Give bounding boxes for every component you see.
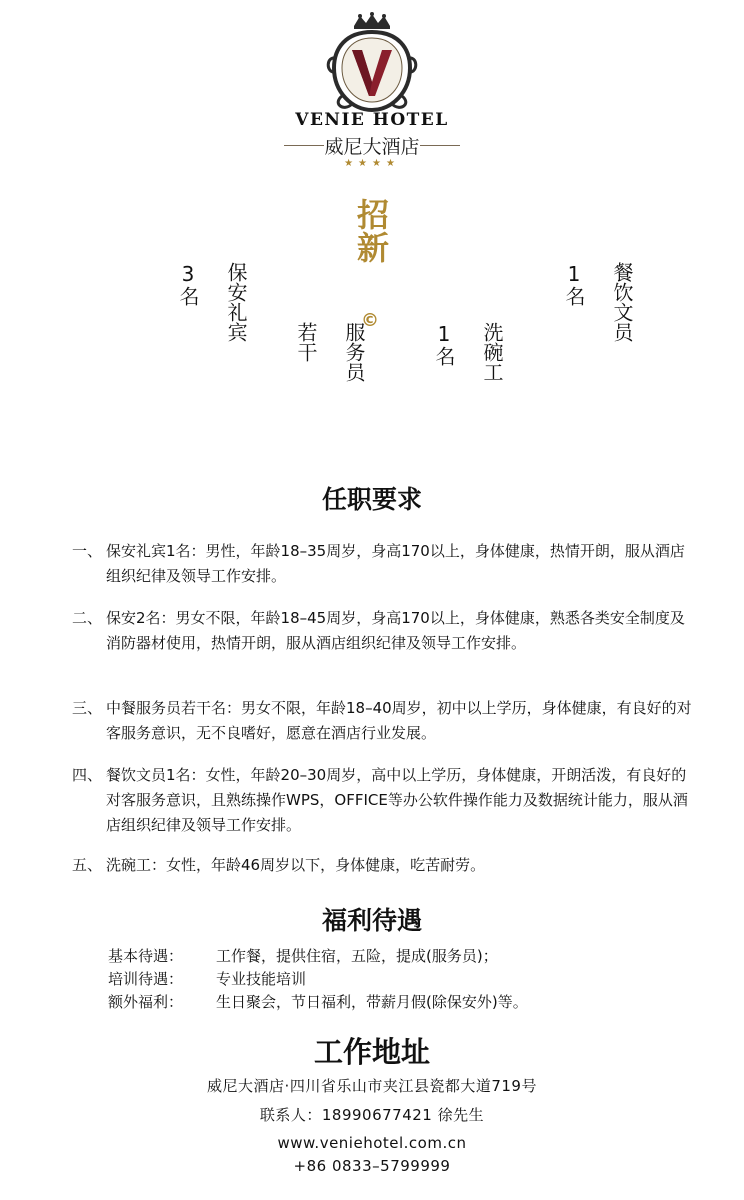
ornate-frame	[328, 32, 416, 110]
brand-name-en: VENIE HOTEL	[295, 110, 449, 130]
position-dishwasher: 洗碗工 1名	[432, 322, 504, 382]
phone-number[interactable]: +86 0833–5799999	[293, 1157, 451, 1175]
benefit-label: 培训待遇：	[108, 970, 184, 988]
hotel-logo-emblem	[322, 12, 422, 116]
requirement-number: 三、	[72, 699, 103, 717]
requirement-text: 餐饮文员1名：女性，年龄20–30周岁，高中以上学历，身体健康，开朗活泼，有良好的对客服务意识，且熟练操作WPS，OFFICE等办公软件操作能力及数据统计能力，服从酒店组织纪律及领导工作安排。	[106, 766, 688, 834]
requirement-text: 保安2名：男女不限，年龄18–45周岁，身高170以上，身体健康，熟悉各类安全制度及消防器材使用，热情开朗，服从酒店组织纪律及领导工作安排。	[106, 609, 685, 652]
requirement-item	[72, 696, 692, 746]
address-location: 威尼大酒店·四川省乐山市夹江县瓷都大道719号	[207, 1077, 537, 1095]
benefits-title: 福利待遇	[321, 906, 422, 935]
requirement-number: 五、	[72, 856, 103, 874]
star-rating: ★★★★	[344, 158, 400, 169]
recruitment-headline: 招新	[352, 198, 390, 264]
address-title: 工作地址	[313, 1035, 430, 1069]
brand-name-cn: 威尼大酒店	[324, 136, 420, 158]
benefit-label: 额外福利：	[108, 993, 184, 1011]
requirement-item	[72, 539, 692, 589]
requirement-number: 一、	[72, 542, 103, 560]
benefit-value: 专业技能培训	[216, 970, 307, 988]
benefit-label: 基本待遇：	[108, 947, 184, 965]
benefit-value: 工作餐，提供住宿，五险，提成(服务员)；	[216, 947, 498, 965]
requirement-text: 中餐服务员若干名：男女不限，年龄18–40周岁，初中以上学历，身体健康，有良好的对客服务意识，无不良嗜好，愿意在酒店行业发展。	[106, 699, 692, 742]
requirement-text: 洗碗工：女性，年龄46周岁以下，身体健康，吃苦耐劳。	[106, 856, 486, 874]
requirement-item	[72, 606, 692, 656]
benefit-item	[108, 991, 668, 1014]
contact-person: 联系人：18990677421 徐先生	[259, 1106, 485, 1124]
copyright-icon: ©	[361, 310, 379, 331]
requirement-item	[72, 853, 692, 878]
requirements-title: 任职要求	[321, 485, 422, 514]
benefit-item	[108, 968, 668, 991]
requirement-item	[72, 763, 692, 838]
benefit-value: 生日聚会，节日福利，带薪月假(除保安外)等。	[216, 993, 528, 1011]
position-clerk: 餐饮文员 1名	[562, 262, 634, 342]
requirement-number: 四、	[72, 766, 103, 784]
requirement-text: 保安礼宾1名：男性，年龄18–35周岁，身高170以上，身体健康，热情开朗，服从酒店组织纪律及领导工作安排。	[106, 542, 685, 585]
position-waiter: 服务员 若干	[294, 322, 366, 382]
decor-line-right	[420, 145, 460, 146]
requirement-number: 二、	[72, 609, 103, 627]
website-link[interactable]: www.veniehotel.com.cn	[277, 1134, 467, 1152]
benefit-item	[108, 945, 668, 968]
brand-name-cn-row	[280, 132, 464, 158]
crown-icon	[354, 12, 390, 29]
position-security: 保安礼宾 3名	[176, 262, 248, 342]
